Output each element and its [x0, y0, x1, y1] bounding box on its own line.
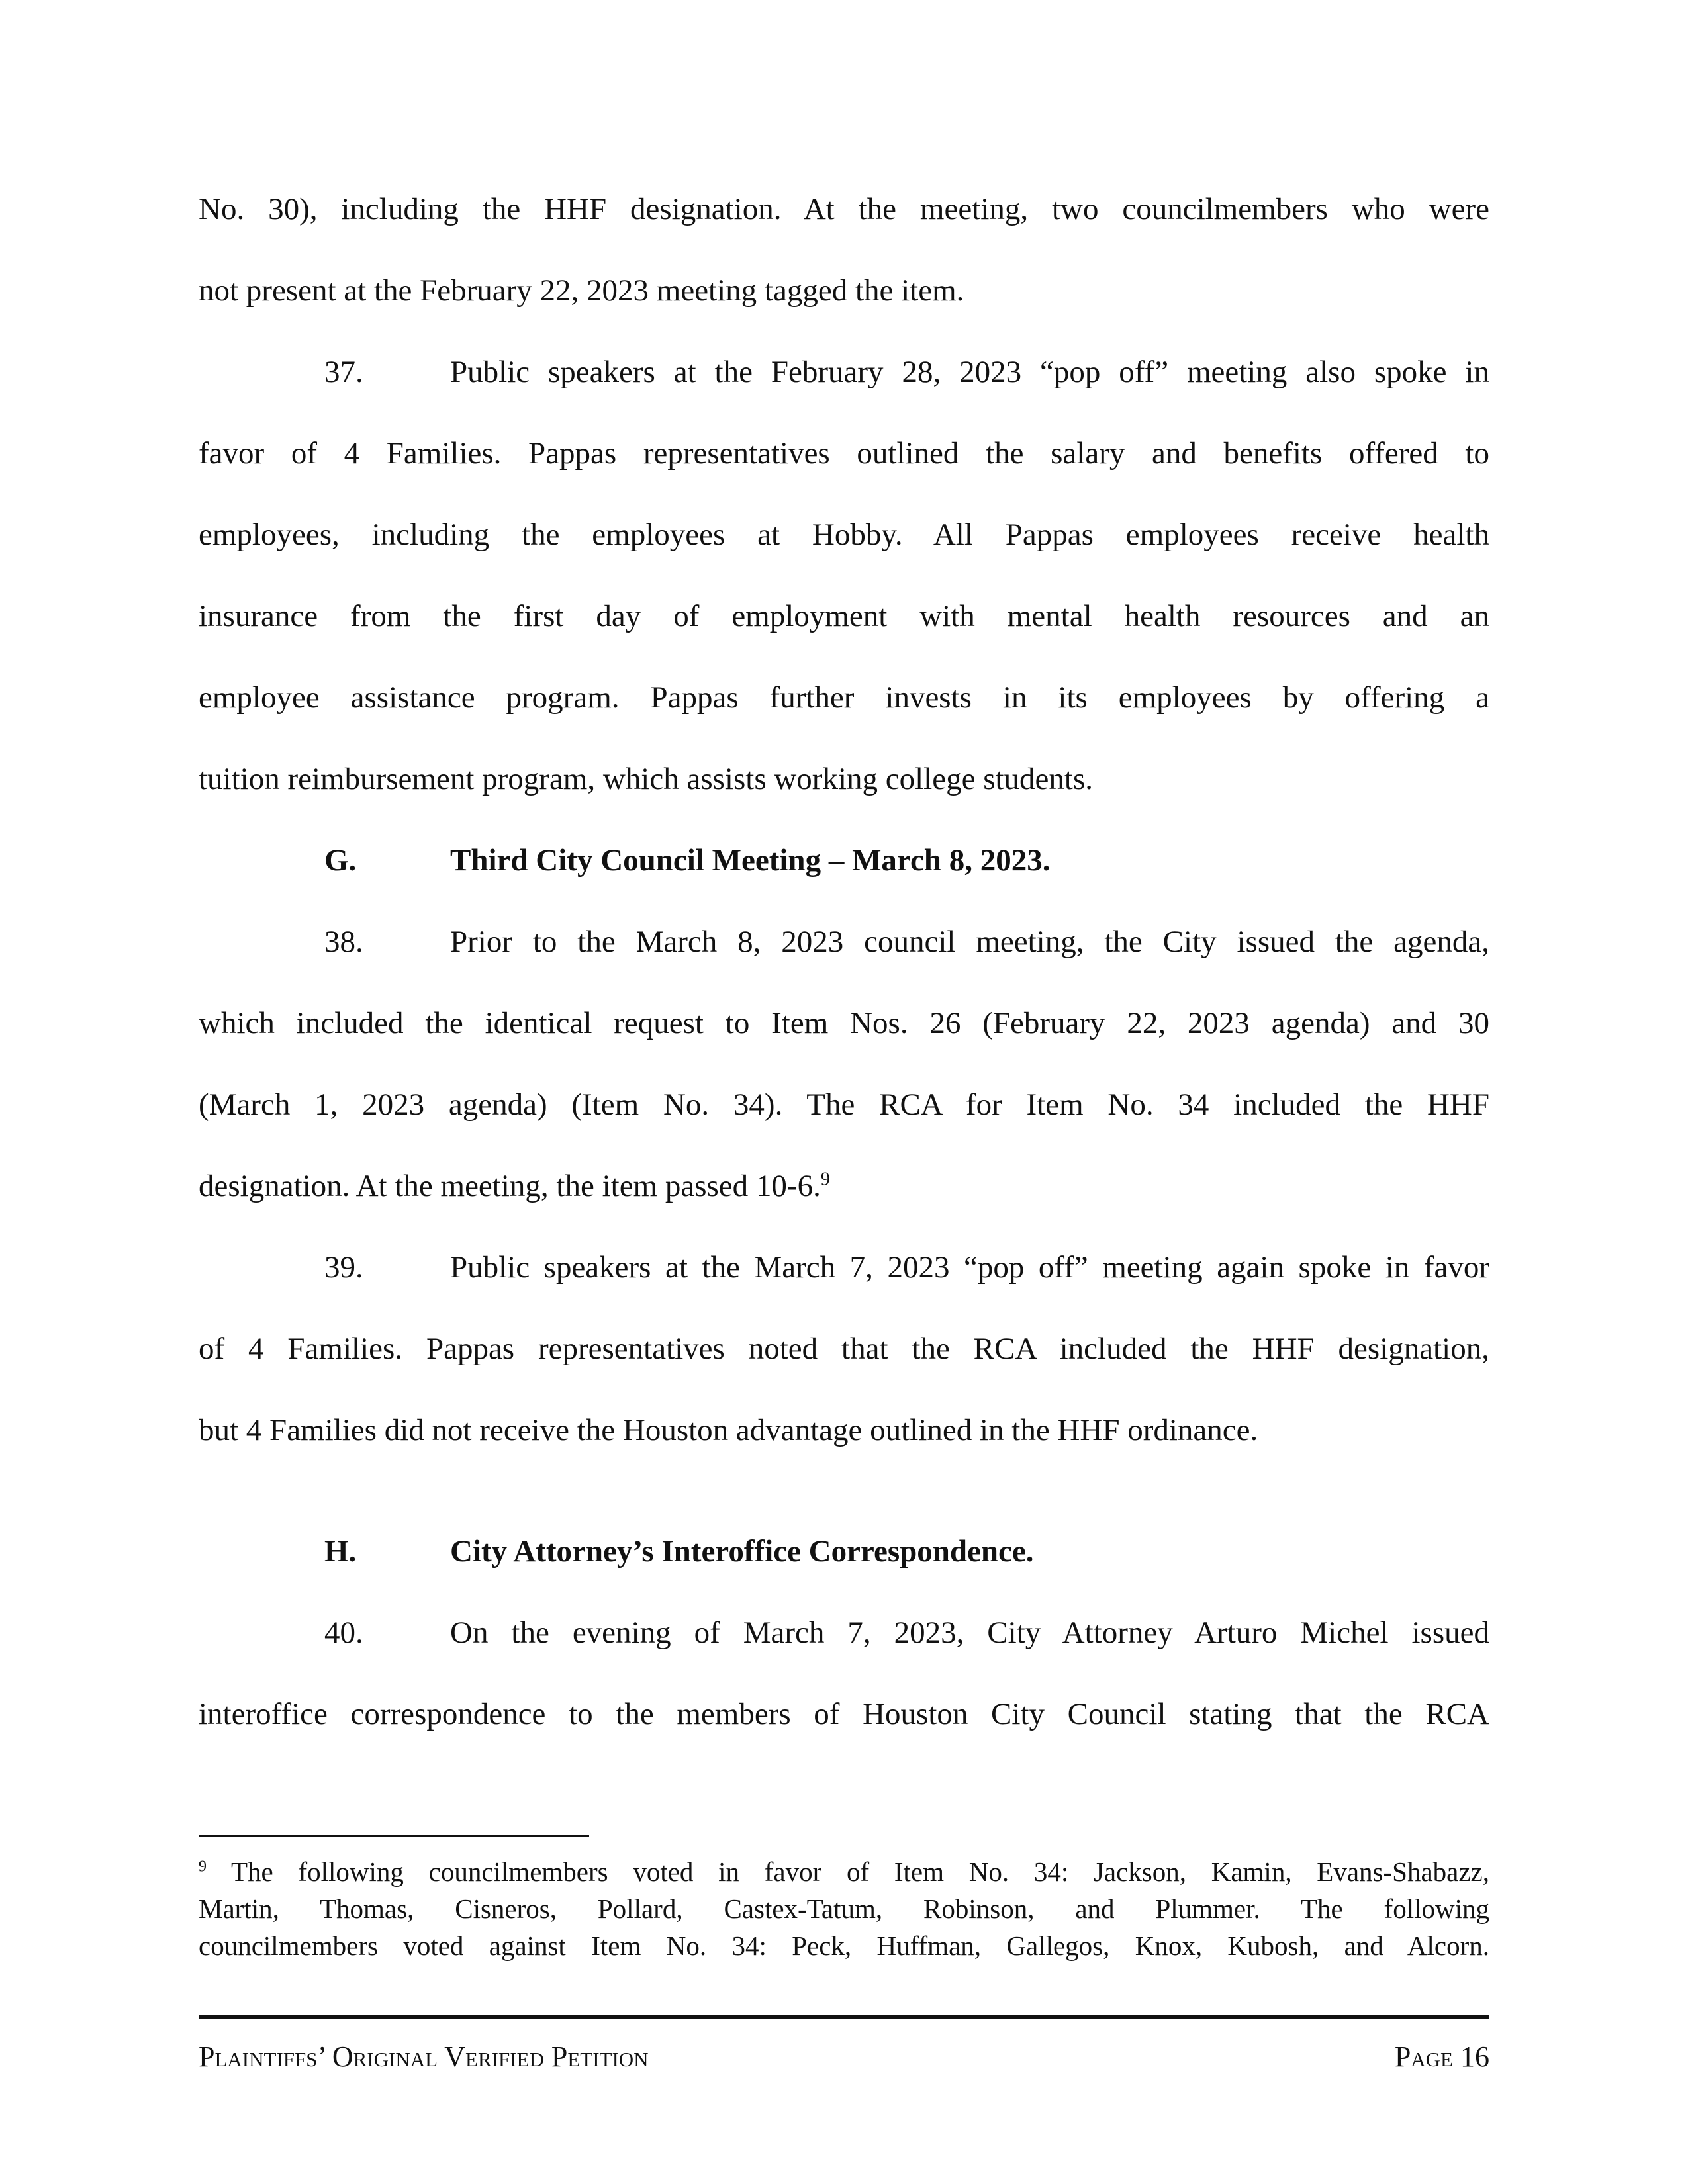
paragraph-number: 39.	[324, 1250, 363, 1285]
footnote-text: The following councilmembers voted in favor of Item No. 34: Jackson, Kamin, Evans-Shabazz,	[231, 1856, 1489, 1887]
body-line: (March 1, 2023 agenda) (Item No. 34). The RCA for Item No. 34 included the HHF	[199, 1087, 1489, 1122]
footnote-reference[interactable]: 9	[820, 1169, 830, 1190]
document-title: Plaintiffs’ Original Verified Petition	[199, 2040, 649, 2073]
section-heading-h	[199, 1531, 1489, 1571]
paragraph-37-first	[199, 352, 1489, 392]
paragraph-text: Prior to the March 8, 2023 council meeting, the City issued the agenda,	[450, 925, 1489, 959]
footnote-line	[199, 1853, 1489, 1890]
page-footer	[199, 2040, 1489, 2073]
paragraph-text: On the evening of March 7, 2023, City Attorney Arturo Michel issued	[450, 1615, 1489, 1650]
section-heading-g	[199, 841, 1489, 880]
paragraph-40-first	[199, 1613, 1489, 1653]
footnote-line: Martin, Thomas, Cisneros, Pollard, Castex-Tatum, Robinson, and Plummer. The following	[199, 1893, 1489, 1924]
footer-rule	[199, 2015, 1489, 2019]
section-letter: G.	[324, 843, 357, 878]
body-line	[199, 1166, 1489, 1206]
paragraph-39-first	[199, 1248, 1489, 1287]
body-line: of 4 Families. Pappas representatives noted that the RCA included the HHF designation,	[199, 1332, 1489, 1366]
body-line: employees, including the employees at Hobby. All Pappas employees receive health	[199, 518, 1489, 552]
paragraph-number: 38.	[324, 925, 363, 959]
paragraph-number: 37.	[324, 355, 363, 389]
body-line: insurance from the first day of employment with mental health resources and an	[199, 599, 1489, 633]
footnote-separator	[199, 1835, 589, 1837]
body-line: employee assistance program. Pappas further invests in its employees by offering a	[199, 680, 1489, 715]
paragraph-38-first	[199, 922, 1489, 962]
body-line: No. 30), including the HHF designation. At the meeting, two councilmembers who were	[199, 192, 1489, 226]
section-title: Third City Council Meeting – March 8, 2023.	[450, 843, 1051, 878]
paragraph-text: Public speakers at the February 28, 2023 “pop off” meeting also spoke in	[450, 355, 1489, 389]
footnote-line: councilmembers voted against Item No. 34: Peck, Huffman, Gallegos, Knox, Kubosh, and Alcorn.	[199, 1931, 1489, 1961]
body-line: but 4 Families did not receive the Houston advantage outlined in the HHF ordinance.	[199, 1413, 1258, 1447]
section-title: City Attorney’s Interoffice Correspondence.	[450, 1534, 1034, 1569]
paragraph-number: 40.	[324, 1615, 363, 1650]
body-line: interoffice correspondence to the members of Houston City Council stating that the RCA	[199, 1697, 1489, 1731]
body-line: favor of 4 Families. Pappas representatives outlined the salary and benefits offered to	[199, 436, 1489, 471]
body-text: designation. At the meeting, the item passed 10-6.	[199, 1169, 821, 1203]
footnote-mark: 9	[199, 1858, 207, 1876]
body-line: which included the identical request to Item Nos. 26 (February 22, 2023 agenda) and 30	[199, 1006, 1489, 1040]
paragraph-text: Public speakers at the March 7, 2023 “pop off” meeting again spoke in favor	[450, 1250, 1489, 1285]
page-number: Page 16	[1394, 2040, 1489, 2073]
body-line: not present at the February 22, 2023 meeting tagged the item.	[199, 273, 964, 308]
section-letter: H.	[324, 1534, 357, 1569]
body-line: tuition reimbursement program, which assists working college students.	[199, 762, 1094, 796]
